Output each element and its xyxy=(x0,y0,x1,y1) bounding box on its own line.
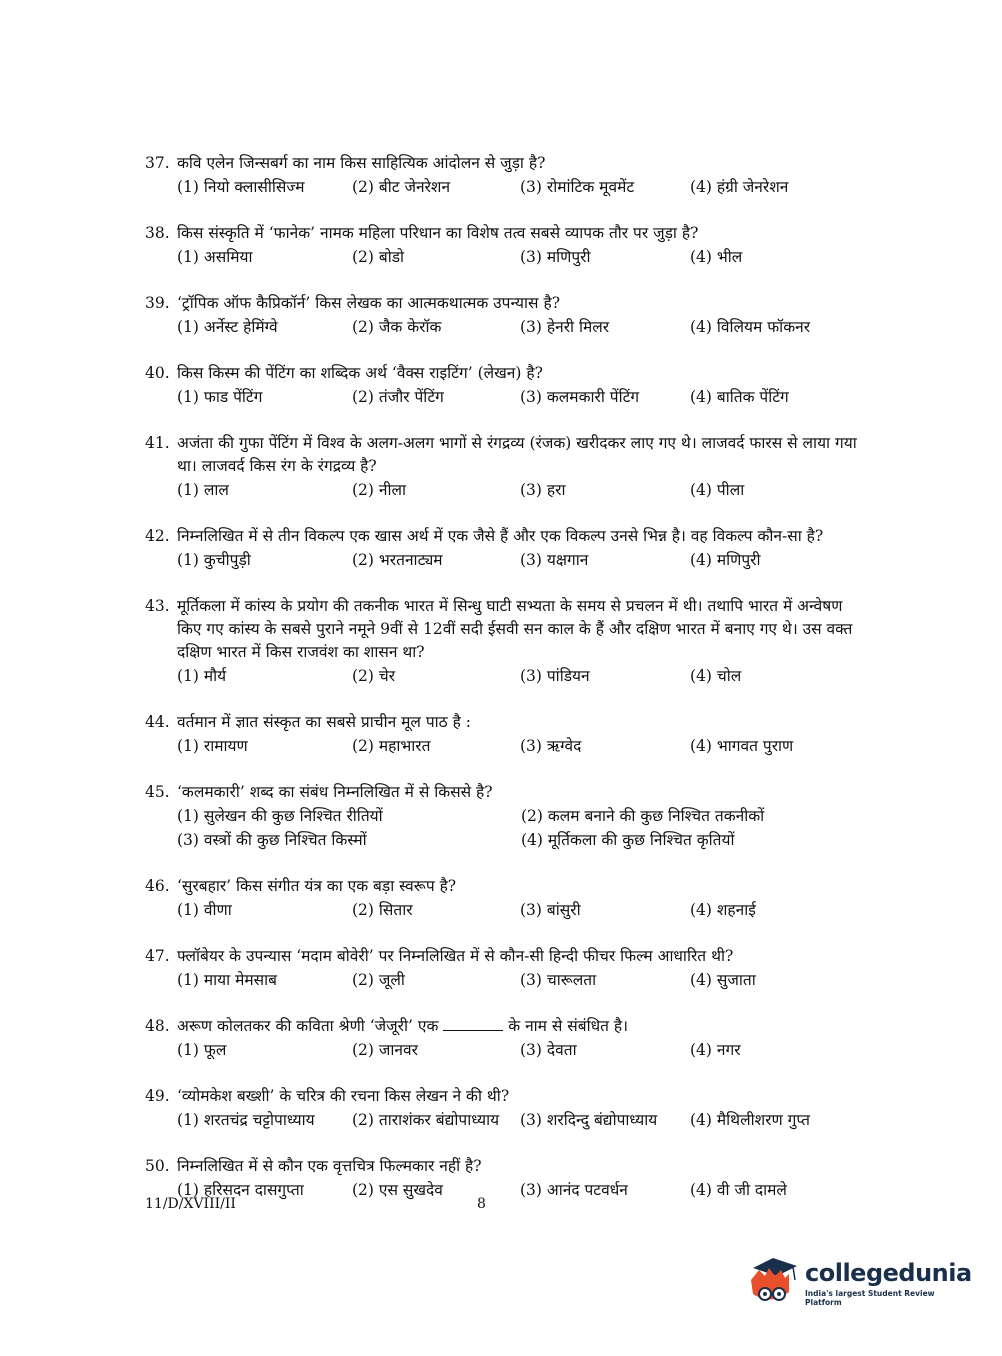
question-text: निम्नलिखित में से कौन एक वृत्तचित्र फिल्मकार नहीं है? xyxy=(177,1157,482,1175)
answer-option-2: (2) जूली xyxy=(352,971,405,989)
brand-logo xyxy=(745,1252,970,1314)
option-list xyxy=(145,548,865,572)
answer-option-2: (2) नीला xyxy=(352,481,407,499)
answer-option-1: (1) शरतचंद्र चट्टोपाध्याय xyxy=(177,1111,315,1129)
question-text: अजंता की गुफा पेंटिंग में विश्व के अलग-अलग भागों से रंगद्रव्य (रंजक) खरीदकर लाए गए थे। लाजवर्द फारस से लाया गया था। लाजवर्द किस रंग के रंगद्रव्य है? xyxy=(177,434,857,475)
question-text: फ्लॉबेयर के उपन्यास ‘मदाम बोवेरी’ पर निम्नलिखित में से कौन-सी हिन्दी फीचर फिल्म आधारित थी? xyxy=(177,947,734,965)
question-stem xyxy=(145,595,865,664)
question-number: 50. xyxy=(145,1157,170,1175)
question-item xyxy=(145,152,865,199)
answer-option-3: (3) पांडियन xyxy=(520,667,590,685)
question-number: 41. xyxy=(145,434,170,452)
question-text: ‘सुरबहार’ किस संगीत यंत्र का एक बड़ा स्वरूप है? xyxy=(177,877,457,895)
answer-option-1: (1) मौर्य xyxy=(177,667,227,685)
answer-option-3: (3) शरदिन्दु बंद्योपाध्याय xyxy=(520,1111,658,1129)
question-list xyxy=(145,152,865,1225)
answer-option-1: (1) फाड पेंटिंग xyxy=(177,388,263,406)
question-item xyxy=(145,1155,865,1202)
question-number: 49. xyxy=(145,1087,170,1105)
answer-option-4: (4) मणिपुरी xyxy=(690,551,761,569)
question-stem xyxy=(145,362,865,385)
question-item xyxy=(145,595,865,688)
paper-code: 11/D/XVIII/II xyxy=(145,1196,236,1212)
question-number: 37. xyxy=(145,154,170,172)
question-item xyxy=(145,945,865,992)
question-item xyxy=(145,1015,865,1062)
answer-option-1: (1) कुचीपुड़ी xyxy=(177,551,251,569)
answer-option-3: (3) रोमांटिक मूवमेंट xyxy=(520,178,635,196)
question-number: 42. xyxy=(145,527,170,545)
answer-option-2: (2) भरतनाट्यम xyxy=(352,551,443,569)
option-list xyxy=(145,664,865,688)
question-item xyxy=(145,362,865,409)
option-list xyxy=(145,175,865,199)
question-stem xyxy=(145,875,865,898)
question-stem xyxy=(145,292,865,315)
answer-option-4: (4) चोल xyxy=(690,667,742,685)
question-number: 47. xyxy=(145,947,170,965)
question-stem xyxy=(145,525,865,548)
answer-option-1: (1) लाल xyxy=(177,481,229,499)
answer-option-3: (3) आनंद पटवर्धन xyxy=(520,1181,628,1199)
option-list xyxy=(145,1038,865,1062)
answer-option-1: (1) अर्नेस्ट हेमिंग्वे xyxy=(177,318,278,336)
answer-option-3: (3) ऋग्वेद xyxy=(520,737,582,755)
answer-option-4: (4) भागवत पुराण xyxy=(690,737,794,755)
question-stem xyxy=(145,1085,865,1108)
question-text: मूर्तिकला में कांस्य के प्रयोग की तकनीक भारत में सिन्धु घाटी सभ्यता के समय से प्रचलन में थी। तथापि भारत में अन्वेषण किए गए कांस्य के सबसे पुराने नमूने 9वीं से 12वीं सदी ईसवी सन काल के हैं और दक्षिण भारत में बनाए गए थे। उस वक्त दक्षिण भारत में किस राजवंश का शासन था? xyxy=(177,597,853,661)
question-text-before: अरूण कोलतकर की कविता श्रेणी ‘जेजूरी’ एक xyxy=(177,1017,439,1035)
answer-option-3: (3) चारूलता xyxy=(520,971,597,989)
question-item xyxy=(145,525,865,572)
page-number: 8 xyxy=(477,1196,486,1212)
brand-name: collegedunia xyxy=(805,1258,972,1287)
question-text: निम्नलिखित में से तीन विकल्प एक खास अर्थ में एक जैसे हैं और एक विकल्प उनसे भिन्न है। वह विकल्प कौन-सा है? xyxy=(177,527,824,545)
answer-option-2: (2) ताराशंकर बंद्योपाध्याय xyxy=(352,1111,500,1129)
option-list xyxy=(145,898,865,922)
answer-option-4: (4) शहनाई xyxy=(690,901,756,919)
answer-option-3: (3) हेनरी मिलर xyxy=(520,318,610,336)
answer-option-4: (4) सुजाता xyxy=(690,971,756,989)
answer-option-2: (2) बोडो xyxy=(352,248,405,266)
answer-option-1: (1) असमिया xyxy=(177,248,253,266)
answer-option-1: (1) फूल xyxy=(177,1041,227,1059)
question-stem xyxy=(145,1015,865,1038)
option-list xyxy=(145,385,865,409)
option-list xyxy=(145,804,865,852)
answer-option-4: (4) मूर्तिकला की कुछ निश्चित कृतियों xyxy=(521,831,735,849)
question-stem xyxy=(145,781,865,804)
answer-option-4: (4) पीला xyxy=(690,481,745,499)
answer-option-3: (3) यक्षगान xyxy=(520,551,589,569)
question-item xyxy=(145,781,865,852)
answer-option-2: (2) जानवर xyxy=(352,1041,418,1059)
answer-option-3: (3) वस्त्रों की कुछ निश्चित किस्मों xyxy=(177,831,367,849)
answer-option-1: (1) रामायण xyxy=(177,737,248,755)
question-item xyxy=(145,292,865,339)
question-text: किस किस्म की पेंटिंग का शब्दिक अर्थ ‘वैक्स राइटिंग’ (लेखन) है? xyxy=(177,364,543,382)
option-list xyxy=(145,1178,865,1202)
answer-option-2: (2) कलम बनाने की कुछ निश्चित तकनीकों xyxy=(521,807,765,825)
answer-option-3: (3) मणिपुरी xyxy=(520,248,591,266)
student-mascot-icon xyxy=(745,1254,801,1312)
answer-option-4: (4) विलियम फॉकनर xyxy=(690,318,811,336)
answer-option-4: (4) मैथिलीशरण गुप्त xyxy=(690,1111,810,1129)
answer-option-1: (1) माया मेमसाब xyxy=(177,971,277,989)
question-text: किस संस्कृति में ‘फानेक’ नामक महिला परिधान का विशेष तत्व सबसे व्यापक तौर पर जुड़ा है? xyxy=(177,224,699,242)
question-item xyxy=(145,432,865,502)
answer-option-3: (3) देवता xyxy=(520,1041,577,1059)
option-list xyxy=(145,315,865,339)
answer-option-2: (2) चेर xyxy=(352,667,396,685)
answer-option-2: (2) जैक केरॉक xyxy=(352,318,442,336)
question-number: 46. xyxy=(145,877,170,895)
question-text-after: के नाम से संबंधित है। xyxy=(508,1017,629,1035)
brand-tagline: India's largest Student Review Platform xyxy=(805,1288,935,1307)
question-number: 43. xyxy=(145,597,170,615)
answer-option-1: (1) हरिसदन दासगुप्ता xyxy=(177,1181,304,1199)
question-stem xyxy=(145,1155,865,1178)
question-number: 38. xyxy=(145,224,170,242)
answer-option-4: (4) नगर xyxy=(690,1041,741,1059)
question-item xyxy=(145,1085,865,1132)
answer-option-4: (4) वी जी दामले xyxy=(690,1181,787,1199)
answer-option-4: (4) बातिक पेंटिंग xyxy=(690,388,789,406)
question-number: 45. xyxy=(145,783,170,801)
answer-option-1: (1) वीणा xyxy=(177,901,232,919)
answer-option-3: (3) बांसुरी xyxy=(520,901,581,919)
fill-blank-line xyxy=(443,1018,503,1031)
question-text: ‘कलमकारी’ शब्द का संबंध निम्नलिखित में से किससे है? xyxy=(177,783,493,801)
question-item xyxy=(145,711,865,758)
question-item xyxy=(145,875,865,922)
question-item xyxy=(145,222,865,269)
question-stem xyxy=(145,711,865,734)
answer-option-2: (2) सितार xyxy=(352,901,413,919)
answer-option-2: (2) महाभारत xyxy=(352,737,431,755)
answer-option-3: (3) हरा xyxy=(520,481,566,499)
option-list xyxy=(145,245,865,269)
answer-option-4: (4) हंग्री जेनरेशन xyxy=(690,178,789,196)
question-text: ‘ट्रॉपिक ऑफ कैप्रिकॉर्न’ किस लेखक का आत्मकथात्मक उपन्यास है? xyxy=(177,294,561,312)
answer-option-1: (1) सुलेखन की कुछ निश्चित रीतियों xyxy=(177,807,383,825)
question-text: कवि एलेन जिन्सबर्ग का नाम किस साहित्यिक आंदोलन से जुड़ा है? xyxy=(177,154,546,172)
option-list xyxy=(145,1108,865,1132)
option-list xyxy=(145,478,865,502)
question-number: 39. xyxy=(145,294,170,312)
option-list xyxy=(145,968,865,992)
question-text xyxy=(177,1015,865,1038)
question-stem xyxy=(145,152,865,175)
question-stem xyxy=(145,432,865,478)
answer-option-2: (2) बीट जेनरेशन xyxy=(352,178,451,196)
question-text: वर्तमान में ज्ञात संस्कृत का सबसे प्राचीन मूल पाठ है : xyxy=(177,713,471,731)
question-stem xyxy=(145,222,865,245)
answer-option-3: (3) कलमकारी पेंटिंग xyxy=(520,388,640,406)
question-text: ‘व्योमकेश बख्शी’ के चरित्र की रचना किस लेखन ने की थी? xyxy=(177,1087,510,1105)
answer-option-1: (1) नियो क्लासीसिज्म xyxy=(177,178,305,196)
option-list xyxy=(145,734,865,758)
question-number: 40. xyxy=(145,364,170,382)
question-stem xyxy=(145,945,865,968)
answer-option-2: (2) एस सुखदेव xyxy=(352,1181,443,1199)
question-number: 48. xyxy=(145,1017,170,1035)
question-number: 44. xyxy=(145,713,170,731)
answer-option-4: (4) भील xyxy=(690,248,743,266)
answer-option-2: (2) तंजौर पेंटिंग xyxy=(352,388,444,406)
